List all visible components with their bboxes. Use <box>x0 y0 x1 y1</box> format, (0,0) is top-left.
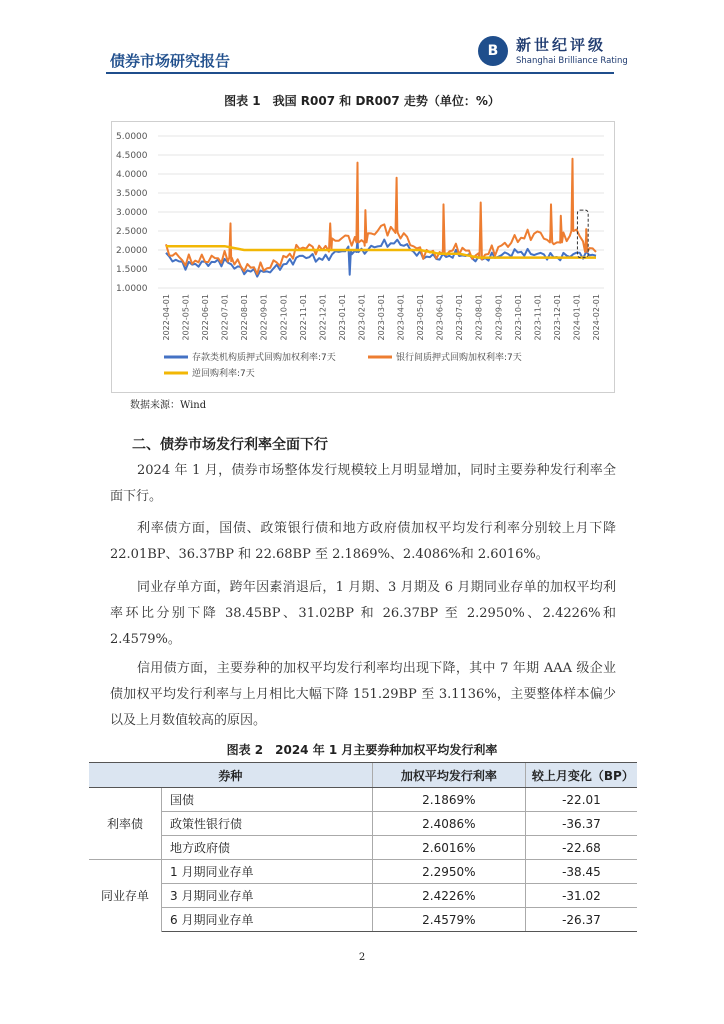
paragraph-1: 2024 年 1 月，债券市场整体发行规模较上月明显增加，同时主要券种发行利率全面下行。 <box>110 463 616 504</box>
figure1-caption: 图表 1 我国 R007 和 DR007 走势（单位：%） <box>224 94 500 108</box>
rate-cell: 2.1869% <box>372 788 525 812</box>
change-cell: -38.45 <box>525 860 637 884</box>
header-divider <box>106 72 614 74</box>
x-tick-label: 2023-06-01 <box>435 294 445 341</box>
x-tick-label: 2023-02-01 <box>357 294 367 341</box>
rate-cell: 2.4086% <box>372 812 525 836</box>
legend-label: 逆回购利率:7天 <box>192 369 255 379</box>
figure1-source: 数据来源：Wind <box>130 400 207 411</box>
section-heading: 二、债券市场发行利率全面下行 <box>132 437 328 453</box>
report-title: 债券市场研究报告 <box>110 52 231 70</box>
y-tick-label: 4.5000 <box>116 151 148 161</box>
y-tick-label: 3.0000 <box>116 208 148 218</box>
chart-frame <box>111 121 615 393</box>
bond-type-cell: 6 月期同业存单 <box>162 908 373 932</box>
rate-trend-chart <box>112 122 614 392</box>
group-label: 利率债 <box>89 788 162 860</box>
col-header-rate: 加权平均发行利率 <box>372 763 525 788</box>
logo-chinese-name: 新世纪评级 <box>516 36 607 54</box>
rate-cell: 2.6016% <box>372 836 525 860</box>
change-cell: -31.02 <box>525 884 637 908</box>
x-tick-label: 2023-01-01 <box>337 294 347 341</box>
paragraph-4: 信用债方面，主要券种的加权平均发行利率均出现下降，其中 7 年期 AAA 级企业债加权平均发行利率与上月相比大幅下降 151.29BP 至 3.1136%，主要整体样本偏少以及上月数值较高的原因。 <box>110 661 616 728</box>
group-label: 同业存单 <box>89 860 162 932</box>
table-row <box>89 908 637 932</box>
x-tick-label: 2023-07-01 <box>455 294 465 341</box>
x-tick-label: 2022-04-01 <box>162 294 171 341</box>
paragraph-2: 利率债方面，国债、政策银行债和地方政府债加权平均发行利率分别较上月下降 22.01BP、36.37BP 和 22.68BP 至 2.1869%、2.4086%和 2.6016%。 <box>110 521 616 562</box>
x-tick-label: 2022-08-01 <box>240 294 250 341</box>
x-tick-label: 2022-09-01 <box>259 294 269 341</box>
x-tick-label: 2023-04-01 <box>396 294 406 341</box>
table-header-row <box>89 763 637 788</box>
y-tick-label: 2.5000 <box>116 227 148 237</box>
y-tick-label: 5.0000 <box>116 132 148 142</box>
page-number: 2 <box>358 952 366 963</box>
table2-caption: 图表 2 2024 年 1 月主要券种加权平均发行利率 <box>226 743 498 757</box>
x-tick-label: 2022-07-01 <box>220 294 230 341</box>
x-tick-label: 2023-12-01 <box>552 294 562 341</box>
table-row <box>89 860 637 884</box>
table-row <box>89 836 637 860</box>
rate-cell: 2.2950% <box>372 860 525 884</box>
x-tick-label: 2023-11-01 <box>533 294 543 341</box>
x-tick-label: 2023-05-01 <box>416 294 426 341</box>
x-tick-label: 2022-12-01 <box>318 294 328 341</box>
y-tick-label: 4.0000 <box>116 170 148 180</box>
x-tick-label: 2022-11-01 <box>298 294 308 341</box>
x-tick-label: 2024-01-01 <box>572 294 582 341</box>
change-cell: -22.68 <box>525 836 637 860</box>
x-tick-label: 2023-08-01 <box>474 294 484 341</box>
bond-type-cell: 政策性银行债 <box>162 812 373 836</box>
x-tick-label: 2022-10-01 <box>279 294 289 341</box>
change-cell: -36.37 <box>525 812 637 836</box>
bond-type-cell: 3 月期同业存单 <box>162 884 373 908</box>
col-header-type: 券种 <box>89 763 372 788</box>
change-cell: -22.01 <box>525 788 637 812</box>
bond-type-cell: 地方政府债 <box>162 836 373 860</box>
change-cell: -26.37 <box>525 908 637 932</box>
rate-cell: 2.4226% <box>372 884 525 908</box>
bond-type-cell: 国债 <box>162 788 373 812</box>
x-tick-label: 2023-10-01 <box>513 294 523 341</box>
table-row <box>89 788 637 812</box>
logo-english-name: Shanghai Brilliance Rating <box>516 56 628 66</box>
x-tick-label: 2022-06-01 <box>201 294 211 341</box>
logo-badge-icon: B <box>478 36 508 66</box>
rate-cell: 2.4579% <box>372 908 525 932</box>
y-tick-label: 1.0000 <box>116 284 148 294</box>
legend-label: 银行间质押式回购加权利率:7天 <box>396 353 522 363</box>
issuance-rate-table <box>89 762 637 932</box>
table-row <box>89 884 637 908</box>
x-tick-label: 2024-02-01 <box>592 294 601 341</box>
table-row <box>89 812 637 836</box>
x-tick-label: 2023-09-01 <box>494 294 504 341</box>
brand-logo <box>478 34 628 72</box>
x-tick-label: 2023-03-01 <box>377 294 386 341</box>
col-header-change: 较上月变化（BP） <box>525 763 637 788</box>
paragraph-3: 同业存单方面，跨年因素消退后，1 月期、3 月期及 6 月期同业存单的加权平均利率环比分别下降 38.45BP、31.02BP 和 26.37BP 至 2.2950%、2.4226%和 2.4579%。 <box>110 580 616 647</box>
legend-label: 存款类机构质押式回购加权利率:7天 <box>192 353 336 363</box>
bond-type-cell: 1 月期同业存单 <box>162 860 373 884</box>
y-tick-label: 3.5000 <box>116 189 148 199</box>
y-tick-label: 1.5000 <box>116 265 148 275</box>
y-tick-label: 2.0000 <box>116 246 148 256</box>
x-tick-label: 2022-05-01 <box>181 294 191 341</box>
